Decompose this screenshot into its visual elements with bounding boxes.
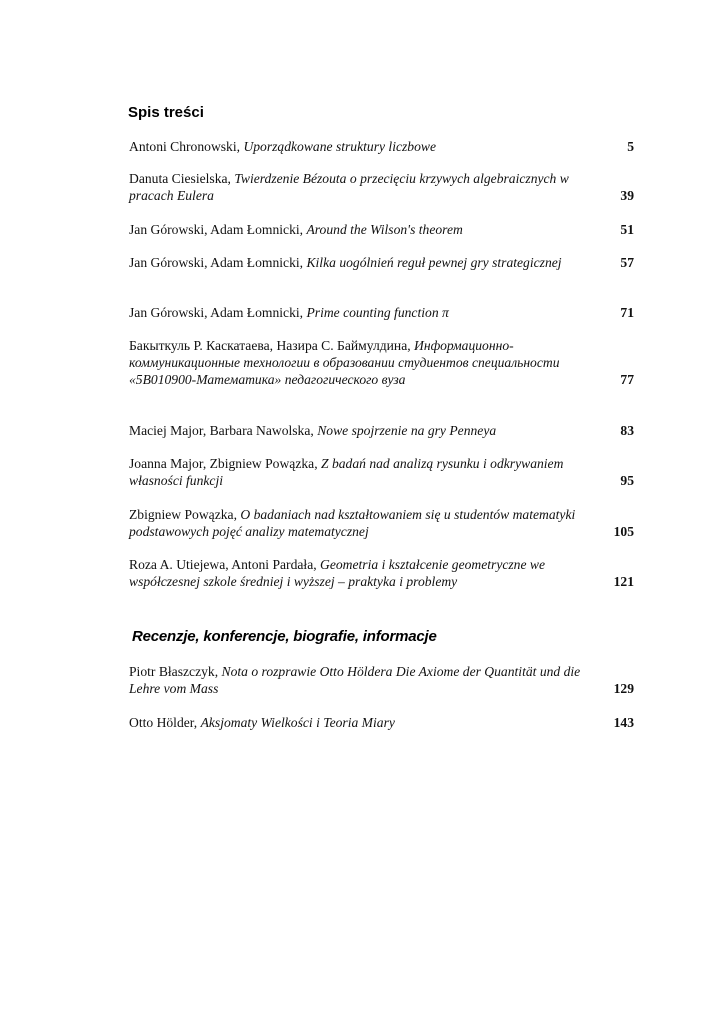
- entry-authors: Piotr Błaszczyk,: [129, 664, 219, 679]
- toc-entry[interactable]: [129, 455, 634, 489]
- entry-title: Prime counting function π: [306, 305, 449, 320]
- entry-authors: Antoni Chronowski,: [129, 139, 241, 154]
- entry-authors: Danuta Ciesielska,: [129, 171, 231, 186]
- toc-entry[interactable]: [129, 304, 634, 321]
- entry-page-number: 143: [613, 715, 634, 730]
- entry-title: Nota o rozprawie Otto Höldera Die Axiome der Quantität und die Lehre vom Mass: [129, 664, 581, 696]
- entry-page-number: 129: [613, 681, 634, 696]
- toc-entry[interactable]: [129, 506, 634, 540]
- entry-title: Kilka uogólnień reguł pewnej gry strategicznej: [306, 255, 562, 270]
- entry-authors: Zbigniew Powązka,: [129, 507, 237, 522]
- entry-authors: Jan Górowski, Adam Łomnicki,: [129, 305, 304, 320]
- entry-title: Geometria i kształcenie geometryczne we współczesnej szkole średniej i wyższej – praktyka i problemy: [129, 557, 546, 589]
- entry-authors: Roza A. Utiejewa, Antoni Pardała,: [129, 557, 317, 572]
- entry-title: Uporządkowane struktury liczbowe: [243, 139, 437, 154]
- entry-authors: Бакыткуль Р. Каскатаева, Назира С. Баймулдина,: [129, 338, 411, 353]
- entry-title: Aksjomaty Wielkości i Teoria Miary: [200, 715, 395, 730]
- toc-entry[interactable]: [129, 337, 634, 388]
- toc-entry[interactable]: [129, 221, 634, 238]
- entry-page-number: 105: [613, 524, 634, 539]
- entry-title: Информационно-коммуникационные технологии в образовании студиентов специальности «5В010900-Математика» педагогического вуза: [129, 338, 560, 387]
- toc-entry[interactable]: [129, 254, 634, 271]
- entry-page-number: 57: [620, 255, 634, 270]
- entry-page-number: 71: [620, 305, 634, 320]
- entry-authors: Maciej Major, Barbara Nawolska,: [129, 423, 314, 438]
- entry-title: Z badań nad analizą rysunku i odkrywaniem własności funkcji: [129, 456, 564, 488]
- entry-authors: Otto Hölder,: [129, 715, 198, 730]
- entry-page-number: 39: [620, 188, 634, 203]
- entry-page-number: 51: [620, 222, 634, 237]
- entry-authors: Jan Górowski, Adam Łomnicki,: [129, 222, 304, 237]
- reviews-heading: Recenzje, konferencje, biografie, informacje: [132, 628, 437, 645]
- entry-page-number: 5: [627, 139, 634, 154]
- toc-entry[interactable]: [129, 422, 634, 439]
- entry-title: O badaniach nad kształtowaniem się u studentów matematyki podstawowych pojęć analizy matematycznej: [129, 507, 576, 539]
- entry-page-number: 77: [620, 372, 634, 387]
- toc-entry[interactable]: [129, 170, 634, 204]
- entry-page-number: 121: [613, 574, 634, 589]
- entry-page-number: 83: [620, 423, 634, 438]
- entry-page-number: 95: [620, 473, 634, 488]
- toc-entry[interactable]: [129, 556, 634, 590]
- entry-title: Around the Wilson's theorem: [306, 222, 463, 237]
- entry-title: Twierdzenie Bézouta o przecięciu krzywych algebraicznych w pracach Eulera: [129, 171, 569, 203]
- toc-heading: Spis treści: [128, 104, 204, 121]
- entry-authors: Joanna Major, Zbigniew Powązka,: [129, 456, 318, 471]
- toc-entry[interactable]: [129, 138, 634, 155]
- review-entry[interactable]: [129, 663, 634, 697]
- entry-title: Nowe spojrzenie na gry Penneya: [317, 423, 497, 438]
- review-entry[interactable]: [129, 714, 634, 731]
- entry-authors: Jan Górowski, Adam Łomnicki,: [129, 255, 304, 270]
